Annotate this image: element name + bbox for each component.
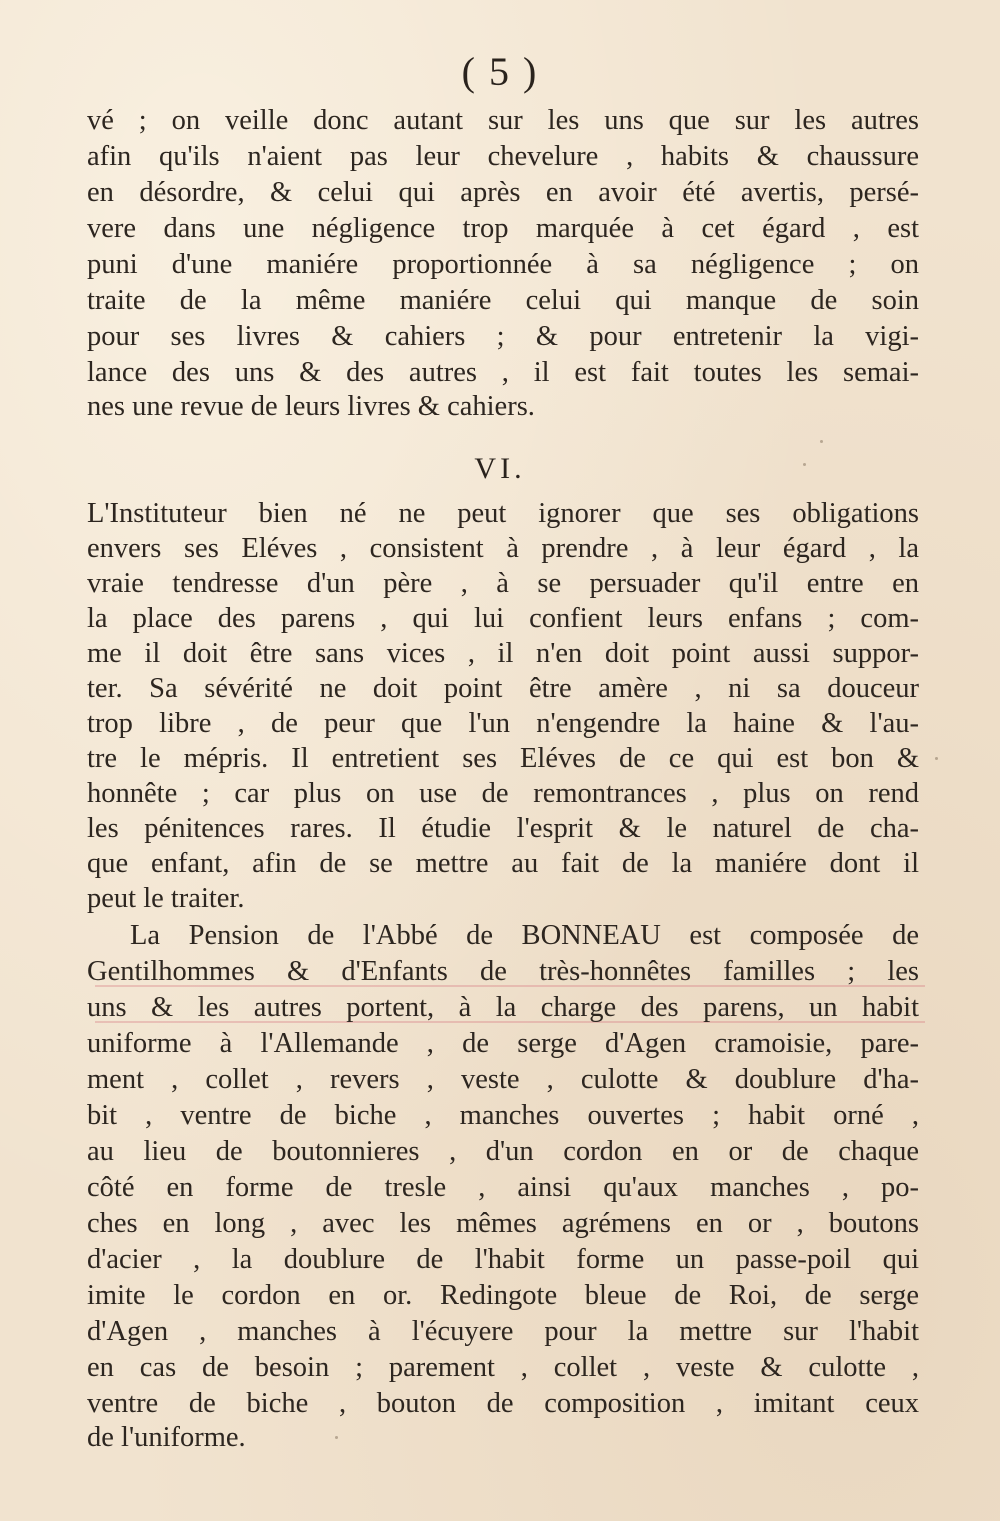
page-number: ( 5 ) [461,49,539,94]
text-line: côté en forme de tresle , ainsi qu'aux manches , po- [87,1172,919,1203]
text-line: ter. Sa sévérité ne doit point être amère , ni sa douceur [87,673,919,704]
paper-speck [803,463,806,466]
text-line: ches en long , avec les mêmes agrémens en or , boutons [87,1208,919,1239]
text-line: ment , collet , revers , veste , culotte & doublure d'ha- [87,1064,919,1095]
text-line: d'Agen , manches à l'écuyere pour la mettre sur l'habit [87,1316,919,1347]
text-line: honnête ; car plus on use de remontrances , plus on rend [87,778,919,809]
text-line: en cas de besoin ; parement , collet , veste & culotte , [87,1352,919,1383]
text-line: nes une revue de leurs livres & cahiers. [87,391,535,422]
section-heading: VI. [474,452,526,485]
paper-speck [335,1436,338,1439]
text-line: lance des uns & des autres , il est fait toutes les semai- [87,357,919,388]
text-line: afin qu'ils n'aient pas leur chevelure , habits & chaussure [87,141,919,172]
text-line: Gentilhommes & d'Enfants de très-honnêtes familles ; les [87,956,919,987]
text-line: puni d'une maniére proportionnée à sa négligence ; on [87,249,919,280]
text-line: tre le mépris. Il entretient ses Eléves de ce qui est bon & [87,743,919,774]
paper-speck [935,757,938,760]
text-line: les pénitences rares. Il étudie l'esprit & le naturel de cha- [87,813,919,844]
text-line: me il doit être sans vices , il n'en doit point aussi suppor- [87,638,919,669]
text-line: la place des parens , qui lui confient leurs enfans ; com- [87,603,919,634]
text-line: vraie tendresse d'un père , à se persuader qu'il entre en [87,568,919,599]
paper-speck [820,440,823,443]
text-line: envers ses Eléves , consistent à prendre , à leur égard , la [87,533,919,564]
text-line: La Pension de l'Abbé de BONNEAU est composée de [130,920,919,951]
text-line: bit , ventre de biche , manches ouvertes ; habit orné , [87,1100,919,1131]
text-line: que enfant, afin de se mettre au fait de la maniére dont il [87,848,919,879]
text-line: en désordre, & celui qui après en avoir été avertis, persé- [87,177,919,208]
text-line: trop libre , de peur que l'un n'engendre la haine & l'au- [87,708,919,739]
text-line: ventre de biche , bouton de composition , imitant ceux [87,1388,919,1419]
text-line: L'Instituteur bien né ne peut ignorer que ses obligations [87,498,919,529]
text-line: peut le traiter. [87,883,245,914]
text-line: uniforme à l'Allemande , de serge d'Agen cramoisie, pare- [87,1028,919,1059]
text-line: au lieu de boutonnieres , d'un cordon en or de chaque [87,1136,919,1167]
text-line: vé ; on veille donc autant sur les uns que sur les autres [87,105,919,136]
text-line: d'acier , la doublure de l'habit forme un passe-poil qui [87,1244,919,1275]
text-line: vere dans une négligence trop marquée à cet égard , est [87,213,919,244]
text-line: imite le cordon en or. Redingote bleue de Roi, de serge [87,1280,919,1311]
text-line: uns & les autres portent, à la charge des parens, un habit [87,992,919,1023]
text-line: traite de la même maniére celui qui manque de soin [87,285,919,316]
text-line: pour ses livres & cahiers ; & pour entretenir la vigi- [87,321,919,352]
text-line: de l'uniforme. [87,1422,246,1453]
